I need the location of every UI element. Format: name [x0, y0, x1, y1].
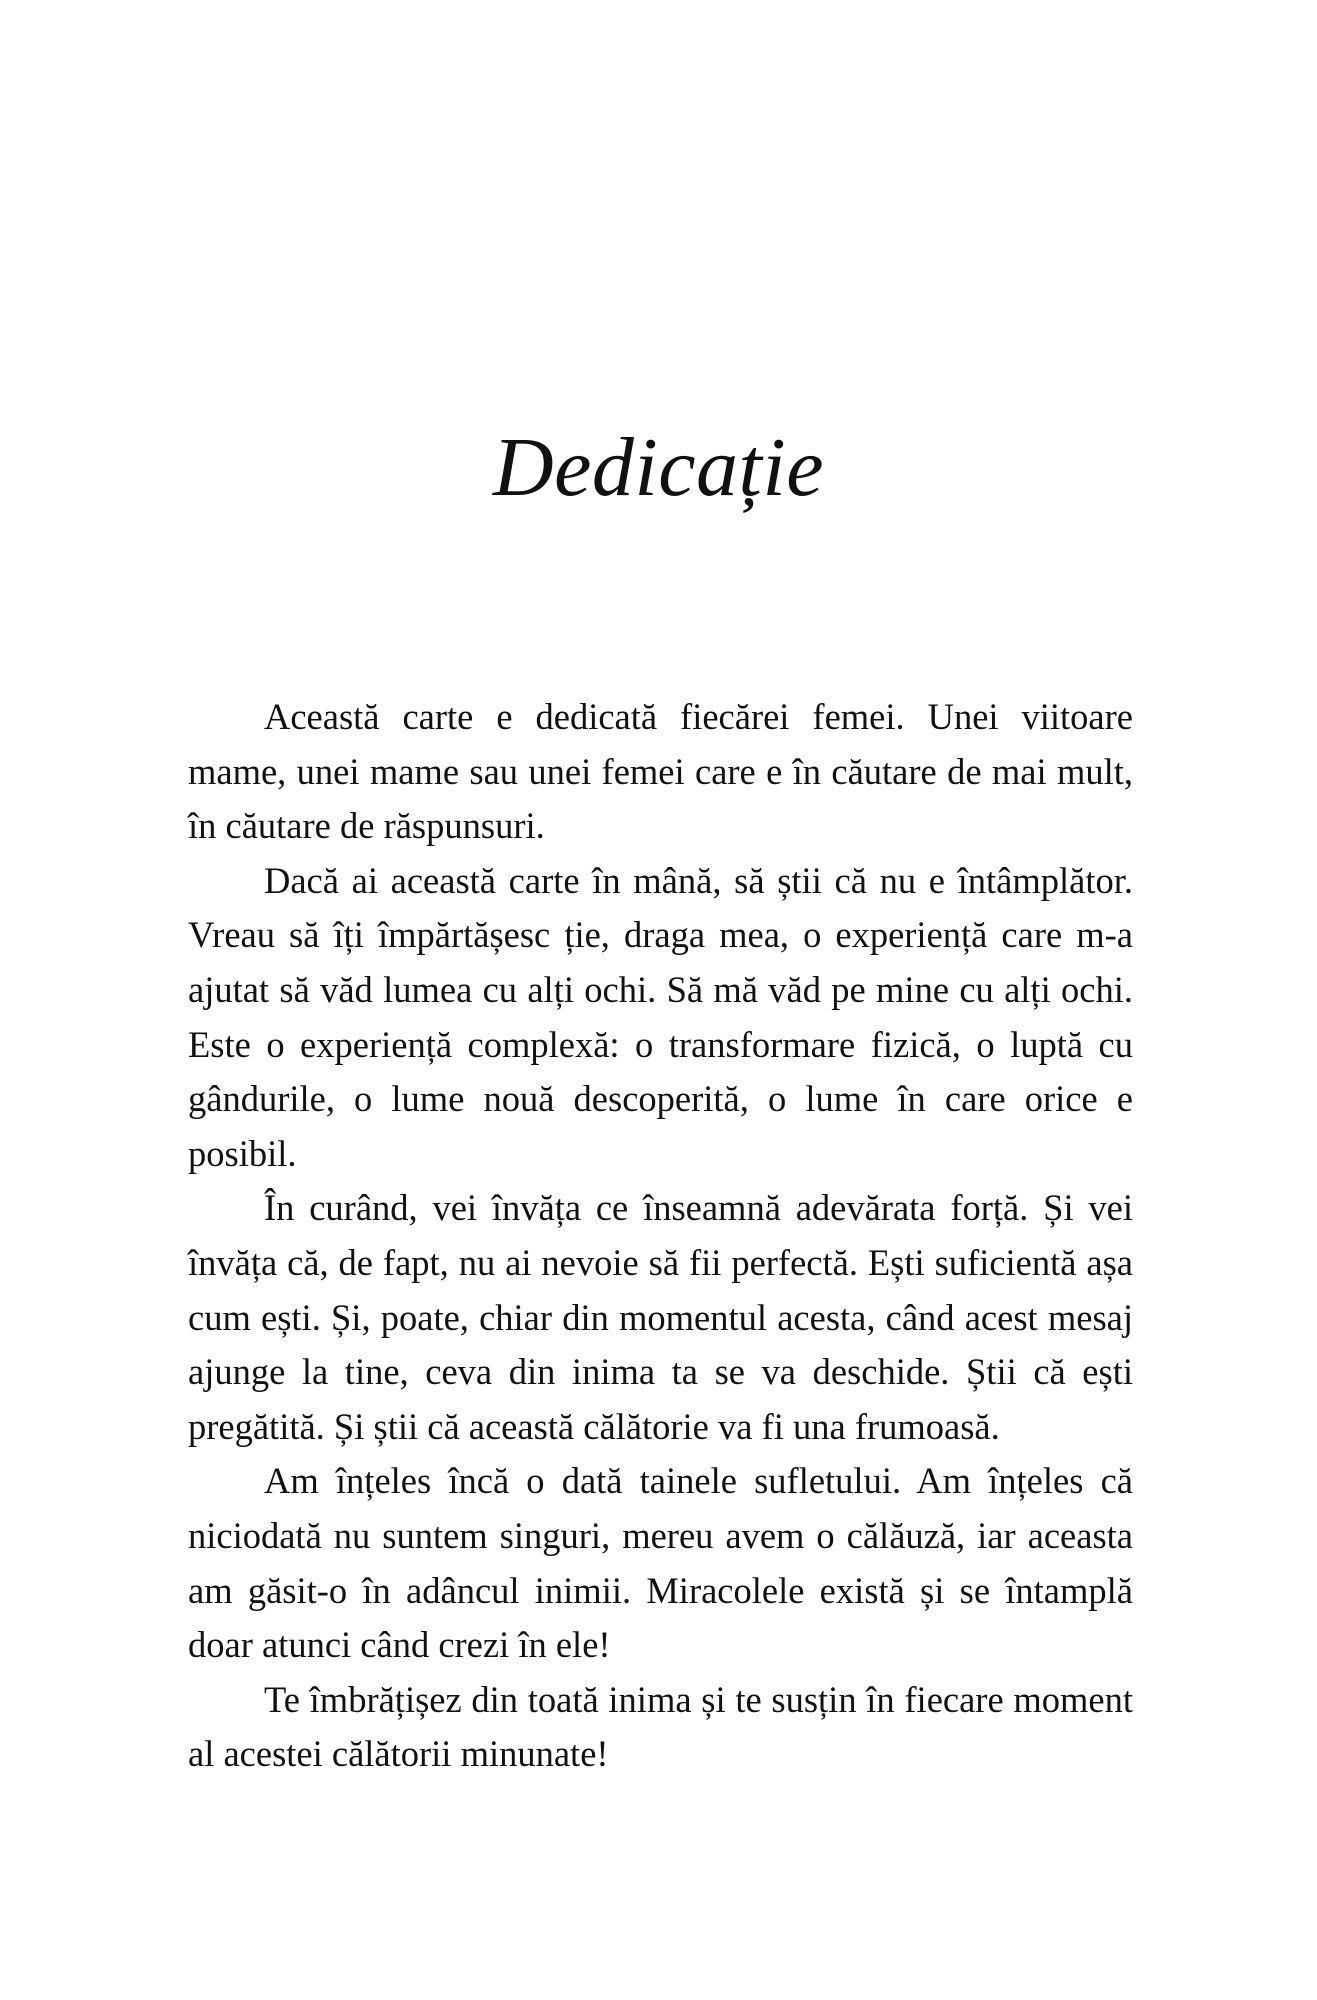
- paragraph-5: Te îmbrățișez din toată inima și te susțin în fiecare moment al acestei călătorii minunate!: [188, 1678, 1133, 1775]
- page-title: Dedicație: [492, 421, 825, 514]
- paragraph-1: Această carte e dedicată fiecărei femei. Unei viitoare mame, unei mame sau unei femei care e în căutare de mai mult, în căutare de răspunsuri.: [188, 696, 1133, 847]
- paragraph-4: Am înțeles încă o dată tainele sufletului. Am înțeles că niciodată nu suntem singuri, mereu avem o călăuză, iar aceasta am găsit-o în adâncul inimii. Miracolele există și se întamplă doar atunci când crezi în ele!: [188, 1460, 1133, 1666]
- paragraph-2: Dacă ai această carte în mână, să știi că nu e întâmplător. Vreau să îți împărtășesc ție, draga mea, o experiență care m-a ajutat să văd lumea cu alți ochi. Să mă văd pe mine cu alți ochi. Este o experiență complexă: o transformare fizică, o luptă cu gândurile, o lume nouă descoperită, o lume în care orice e posibil.: [188, 859, 1133, 1174]
- dedication-text: [188, 690, 1133, 1782]
- paragraph-3: În curând, vei învăța ce înseamnă adevărata forță. Și vei învăța că, de fapt, nu ai nevoie să fii perfectă. Ești suficientă așa cum ești. Și, poate, chiar din momentul acesta, când acest mesaj ajunge la tine, ceva din inima ta se va deschide. Știi că ești pregătită. Și știi că această călătorie va fi una frumoasă.: [188, 1187, 1133, 1447]
